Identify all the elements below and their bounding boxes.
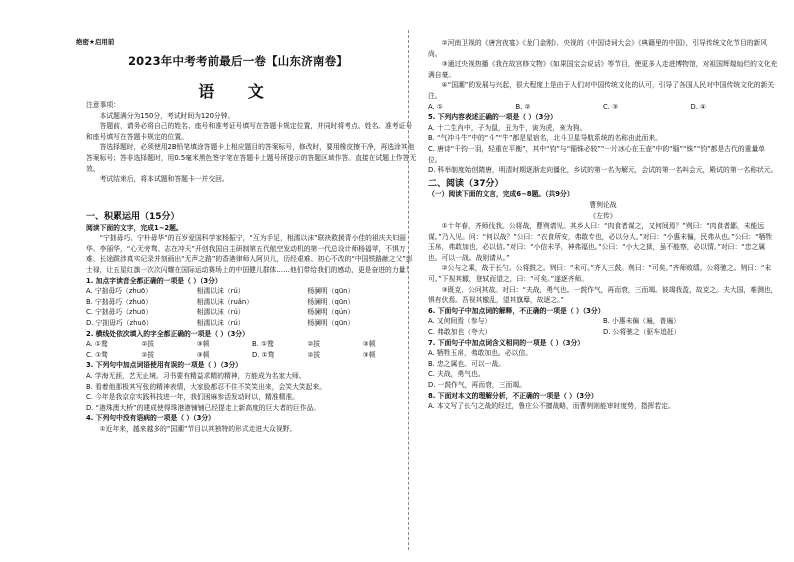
option: C. 夫战，勇气也。 <box>428 370 485 379</box>
option: B. 忠之属也。可以一战。 <box>428 359 505 368</box>
option-row <box>86 339 418 350</box>
note-item: 答选择题时，必须使用2B铅笔填涂答题卡上相应题目的答案标号，修改时，要用橡皮擦干净，再选涂其他答案标号；答非选择题时，用0.5毫米黑色签字笔在答题卡上题号所提示的答题区域作答。直接在试题上作答无效。 <box>86 143 417 173</box>
sentence: ③通过央视热播《我在故宫修文物》《如果国宝会说话》等节目，使更多人走进博物馆，对祖国辉煌灿烂的文化充满自豪。 <box>428 60 778 79</box>
option: C. ①骛 <box>86 350 108 359</box>
option: A. ① <box>428 102 443 111</box>
right-column <box>428 38 778 412</box>
passage-paragraph: ③既克，公问其故。对曰：“夫战，勇气也。一鼓作气，再而衰，三而竭。彼竭我盈，故克之。夫大国，难测也，惧有伏焉。吾视其辙乱，望其旗靡，故逐之。” <box>428 285 778 305</box>
note-item: 答题前，请务必将自己的姓名、座号和准考证号填写在答题卡规定位置，并同时将考点、姓名、准考证号和座号填写在答题卡规定的位置。 <box>86 122 413 141</box>
page-title: 2023年中考考前最后一卷【山东济南卷】 <box>127 54 348 68</box>
section-1 <box>86 212 418 434</box>
question-5: 5. 下列内容表述正确的一项是（ ）（3分） <box>428 113 557 122</box>
instruction: 阅读下面的文字，完成1~2题。 <box>86 223 183 232</box>
option: ②拔 <box>141 350 155 359</box>
option-row <box>86 297 418 308</box>
option: 杨澜明（qūn） <box>307 318 355 327</box>
notes <box>86 100 418 185</box>
option: C. 唐诗“千钧一羽，轻重在平衡”，其中“钧”与“锱铢必较”“一片冰心在玉壶”中的“锱”“铢”“钧”都是古代的重量单位。 <box>428 144 766 164</box>
column-divider <box>408 30 409 550</box>
option: 相濡以沫（rú） <box>196 308 245 317</box>
option-row <box>428 102 778 113</box>
question-8: 8. 下面对本文的理解分析，不正确的一项是（ ）（3分） <box>428 391 598 400</box>
option: B. ①鹜 <box>251 340 274 349</box>
option: D. ①骛 <box>251 350 275 359</box>
option: 相濡以沫（rú） <box>196 287 245 296</box>
passage-title: 曹刿论战 <box>589 200 617 209</box>
section-heading: 二、阅读（37分） <box>428 178 504 189</box>
subsection-heading: （一）阅读下面的文言，完成6~8题。（共9分） <box>428 190 574 199</box>
option: D. 科举制度始创隋唐，明清时期逐渐走向僵化，乡试的第一名为解元，会试的第一名叫会元，殿试的第一名称状元。 <box>428 166 778 175</box>
option: A. ①鹜 <box>86 340 108 349</box>
option: ②拔 <box>307 350 321 359</box>
option: C. 宁拙毋巧（zhuō） <box>86 308 153 317</box>
option: ②拔 <box>307 340 321 349</box>
option: B. 小惠未徧（遍，普遍） <box>603 317 680 326</box>
passage-paragraph: ②公与之乘，战于长勺。公将鼓之。刿曰：“未可。”齐人三鼓。刿曰：“可矣。”齐师败绩。公将驰之。刿曰：“未可。”下视其辙，登轼而望之，曰：“可矣。”遂逐齐师。 <box>428 264 772 284</box>
option-row <box>86 307 418 318</box>
option: D. 宁拙毋巧（zhuō） <box>86 318 153 327</box>
option: C. 今年是我京京实践科技进一年，我们困麻参活发动时以，精准精准。 <box>86 393 299 402</box>
option: A. 学海无涯，艺无止境。习书要有精益求精的精神，方能成为名家大师。 <box>86 371 306 380</box>
option-row <box>86 318 418 329</box>
subject-title: 语 文 <box>198 82 278 101</box>
option-row <box>86 350 418 361</box>
note-item: 考试结束后，将本试题和答题卡一并交回。 <box>99 175 229 184</box>
option: 相濡以沫（ruǎn） <box>196 297 254 306</box>
option: B. 看着他那极其写张的精神表情，大家脸都忍不住不笑笑出来，会笑大笑起来。 <box>86 382 327 391</box>
sentence: ②河南卫视的《唐宫夜宴》《龙门金刚》、央视的《中国诗词大会》《典籍里的中国》，引导传统文化节目的新风尚。 <box>428 39 768 58</box>
option: ③顿 <box>362 340 376 349</box>
option: A. 十二生肖中，子为鼠，丑为牛，寅为虎，亥为狗。 <box>428 123 587 132</box>
option: 杨澜明（qún） <box>307 308 355 317</box>
option: D. “港珠澳大桥”的建成使得珠港港铺铺已经提走上新高度的巨大者的巨作品。 <box>86 403 321 412</box>
question-2: 2. 横线处依次填入的字全都正确的一项是（ ）（3分） <box>86 329 249 338</box>
option: 相濡以沫（rú） <box>196 318 245 327</box>
option-row <box>86 286 418 297</box>
option: A. 本文写了长勺之战的经过，鲁庄公不擅战略，而曹刿则能审时度势，指挥若定。 <box>428 402 675 411</box>
option: D. 公将驰之（驱车追赶） <box>603 328 681 337</box>
option: ②拔 <box>141 340 155 349</box>
question-3: 3. 下列句中加点词语使用有误的一项是（ ）（3分） <box>86 361 243 370</box>
option: B. “气冲斗牛”中的“斗”“牛”都是星宿名，北斗卫星导航系统的名称由此而来。 <box>428 134 663 143</box>
option-row <box>428 316 778 327</box>
option: 杨澜明（qūn） <box>307 297 355 306</box>
option: 杨澜明（qūn） <box>307 287 355 296</box>
option: B. 宁拙毋巧（zhuō） <box>86 297 153 306</box>
option: A. 牺牲玉帛，弗敢加也。必以信。 <box>428 349 533 358</box>
option: ③顿 <box>196 350 210 359</box>
option: C. 弗敢加也（夸大） <box>428 328 492 337</box>
option: A. 又何间焉（参与） <box>428 317 492 326</box>
note-item: 本试题满分为150分，考试时间为120分钟。 <box>99 111 235 120</box>
option: C. ③ <box>603 102 619 111</box>
option: ③顿 <box>196 340 210 349</box>
question-6: 6. 下面句子中加点词的解释，不正确的一项是（ ）（3分） <box>428 306 605 315</box>
option-row <box>428 327 778 338</box>
question-7: 7. 下面句子中加点词含义相同的一项是（ ）（3分） <box>428 338 585 347</box>
secret-label: 绝密★启用前 <box>76 38 115 46</box>
option: D. 一鼓作气，再而衰，三而竭。 <box>428 381 526 389</box>
option: A. 宁拙毋巧（zhuō） <box>86 287 152 296</box>
option: B. ② <box>515 102 531 111</box>
passage-source: 《左传》 <box>589 211 617 220</box>
notes-heading: 注意事项： <box>86 101 120 109</box>
sentence: ①近年来，越来越多的“国潮”节目以其独特的形式走进大众视野。 <box>99 424 297 433</box>
question-1: 1. 加点字读音全都正确的一项是（ ）（3分） <box>86 276 222 285</box>
passage-paragraph: ①十年春，齐师伐我。公将战，曹刿请见。其乡人曰：“肉食者谋之，又何间焉？”刿曰：“肉食者鄙，未能远谋。”乃入见。问：“何以战？”公曰：“衣食所安，弗敢专也，必以分人。”对曰：“小惠未徧，民弗从也。”公曰：“牺牲玉帛，弗敢加也，必以信。”对曰：“小信未孚，神弗福也。”公曰：“小大之狱，虽不能察，必以情。”对曰：“忠之属也。可以一战。战则请从。” <box>428 222 773 262</box>
option: D. ④ <box>690 102 707 111</box>
passage: “宁拙毋巧、宁朴毋华”的百岁爱国科学家杨振宁，“互为手足，相濡以沫”联袂救援青小佳的祖庆夫妇丽华、李丽华，“心无旁骛、志在冲天”开创我国自主研制第五代航空发动机的第一代总设计师杨福苹，不惧万难、长途跋涉真实记录并刻画出“无声之路”的香港律师人阿贝儿，历经艰难、初心不改的“中国铁路献之父”彭士禄，让五星红旗一次次闪耀在国际运动赛场上的中国健儿群体……他们带给我们的感动，更是奋进的力量！ <box>86 234 413 274</box>
question-4: 4. 下列句中没有语病的一项是（ ）（3分） <box>86 414 215 423</box>
option: ③顿 <box>362 350 376 359</box>
sentence: ④“国潮”的发展与兴起，很大程度上是由于人们对中国传统文化的认可，引导了各国人民对中国传统文化的新关注。 <box>428 81 775 100</box>
section-heading: 一、积累运用（15分） <box>86 212 180 222</box>
